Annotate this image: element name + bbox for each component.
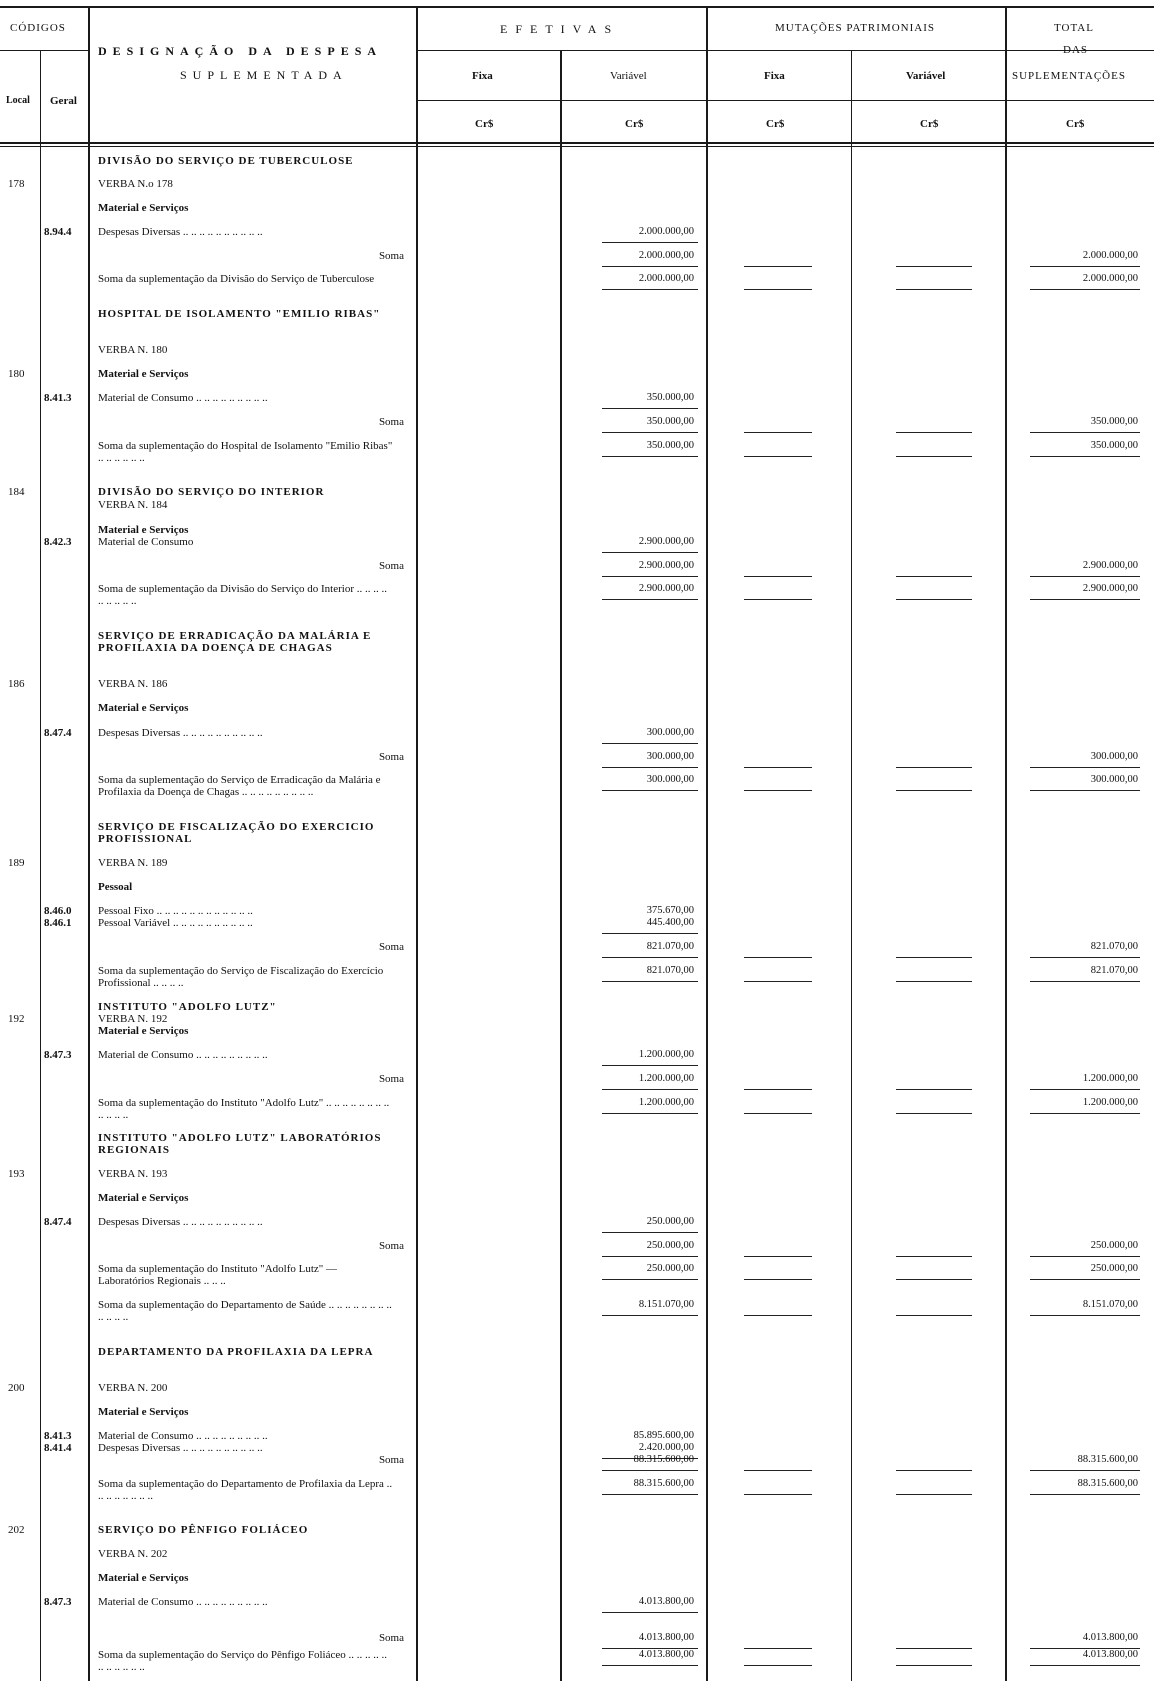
- row-total-value: 8.151.070,00: [1082, 1299, 1138, 1310]
- row-description: DEPARTAMENTO DA PROFILAXIA DA LEPRA: [98, 1346, 374, 1358]
- row-variavel-value: 300.000,00: [646, 727, 694, 738]
- row-variavel-value: 2.000.000,00: [638, 250, 694, 261]
- row-total-rule: [1030, 790, 1140, 791]
- row-mut-variavel-rule: [896, 576, 972, 577]
- row-total-value: 350.000,00: [1090, 416, 1138, 427]
- row-variavel-rule: [602, 1065, 698, 1066]
- row-description: VERBA N.o 178: [98, 178, 173, 190]
- row-total-rule: [1030, 1113, 1140, 1114]
- row-soma-label: Soma: [378, 416, 404, 428]
- row-variavel-rule: [602, 957, 698, 958]
- header-variavel-1: Variável: [610, 70, 647, 82]
- row-mut-fixa-rule: [744, 957, 812, 958]
- row-variavel-rule: [602, 576, 698, 577]
- row-total-rule: [1030, 1279, 1140, 1280]
- row-mut-variavel-rule: [896, 1648, 972, 1649]
- row-soma-label: Soma: [378, 751, 404, 763]
- row-mut-variavel-rule: [896, 266, 972, 267]
- row-total-rule: [1030, 576, 1140, 577]
- row-description: Material e Serviços: [98, 524, 189, 536]
- row-description: Pessoal Variável .. .. .. .. .. .. .. .. .. ..: [98, 917, 253, 929]
- row-mut-variavel-rule: [896, 1089, 972, 1090]
- header-currency-2: Cr$: [625, 118, 644, 130]
- row-description: VERBA N. 180: [98, 344, 168, 356]
- row-mut-fixa-rule: [744, 1089, 812, 1090]
- row-geral-code: 8.47.3: [44, 1049, 72, 1061]
- row-description: Material de Consumo .. .. .. .. .. .. .. .. ..: [98, 1049, 268, 1061]
- row-total-rule: [1030, 957, 1140, 958]
- row-geral-code: 8.41.3: [44, 1430, 72, 1442]
- row-soma-label: Soma: [378, 1454, 404, 1466]
- row-total-value: 88.315.600,00: [1077, 1478, 1138, 1489]
- row-description: VERBA N. 193: [98, 1168, 168, 1180]
- row-variavel-value: 350.000,00: [646, 392, 694, 403]
- row-total-rule: [1030, 266, 1140, 267]
- row-description: Material e Serviços: [98, 1025, 189, 1037]
- row-total-rule: [1030, 1665, 1140, 1666]
- row-description: Soma da suplementação do Serviço de Fiscalização do Exercício Profissional .. .. .. ..: [98, 965, 384, 989]
- row-total-value: 250.000,00: [1090, 1240, 1138, 1251]
- row-geral-code: 8.47.3: [44, 1596, 72, 1608]
- row-description: Material de Consumo .. .. .. .. .. .. .. .. ..: [98, 1596, 268, 1608]
- row-description: Soma da suplementação da Divisão do Serviço de Tuberculose: [98, 273, 375, 285]
- row-mut-variavel-rule: [896, 456, 972, 457]
- header-bottom-border: [0, 142, 1154, 144]
- row-mut-fixa-rule: [744, 599, 812, 600]
- row-variavel-value: 4.013.800,00: [638, 1596, 694, 1607]
- row-total-value: 821.070,00: [1090, 941, 1138, 952]
- row-local-code: 202: [8, 1524, 25, 1536]
- row-local-code: 200: [8, 1382, 25, 1394]
- row-geral-code: 8.94.4: [44, 226, 72, 238]
- header-currency-3: Cr$: [766, 118, 785, 130]
- row-description: DIVISÃO DO SERVIÇO DE TUBERCULOSE: [98, 155, 354, 167]
- row-variavel-value: 1.200.000,00: [638, 1097, 694, 1108]
- row-mut-variavel-rule: [896, 790, 972, 791]
- row-variavel-value: 445.400,00: [646, 917, 694, 928]
- row-total-value: 1.200.000,00: [1082, 1073, 1138, 1084]
- top-border: [0, 6, 1154, 8]
- row-description: Material e Serviços: [98, 1406, 189, 1418]
- row-description: Soma da suplementação do Hospital de Isolamento "Emilio Ribas" .. .. .. .. .. ..: [98, 440, 393, 464]
- row-variavel-rule: [602, 1089, 698, 1090]
- row-variavel-rule: [602, 1612, 698, 1613]
- row-variavel-rule: [602, 1232, 698, 1233]
- row-variavel-rule: [602, 1315, 698, 1316]
- header-efetivas: EFETIVAS: [500, 22, 620, 36]
- row-variavel-value: 2.900.000,00: [638, 560, 694, 571]
- row-description: Despesas Diversas .. .. .. .. .. .. .. .. .. ..: [98, 226, 263, 238]
- row-variavel-rule: [602, 767, 698, 768]
- row-variavel-rule: [602, 552, 698, 553]
- row-description: INSTITUTO "ADOLFO LUTZ" LABORATÓRIOS REGIONAIS: [98, 1132, 382, 1156]
- row-description: VERBA N. 184: [98, 499, 168, 511]
- row-mut-variavel-rule: [896, 1665, 972, 1666]
- header-designacao-2: SUPLEMENTADA: [180, 68, 348, 82]
- row-variavel-value: 8.151.070,00: [638, 1299, 694, 1310]
- row-variavel-rule: [602, 456, 698, 457]
- header-variavel-2: Variável: [906, 70, 946, 82]
- row-variavel-value: 2.420.000,00: [638, 1442, 694, 1453]
- row-variavel-rule: [602, 1256, 698, 1257]
- row-mut-variavel-rule: [896, 1113, 972, 1114]
- row-total-rule: [1030, 1089, 1140, 1090]
- header-currency-5: Cr$: [1066, 118, 1085, 130]
- row-mut-fixa-rule: [744, 1256, 812, 1257]
- row-description: HOSPITAL DE ISOLAMENTO "EMILIO RIBAS": [98, 308, 381, 320]
- row-mut-fixa-rule: [744, 1665, 812, 1666]
- row-description: Material e Serviços: [98, 1192, 189, 1204]
- header-fixa-2: Fixa: [764, 70, 785, 82]
- row-description: Material de Consumo .. .. .. .. .. .. .. .. ..: [98, 392, 268, 404]
- row-description: Soma da suplementação do Instituto "Adolfo Lutz" .. .. .. .. .. .. .. .. .. .. .. ..: [98, 1097, 390, 1121]
- header-geral: Geral: [50, 95, 77, 107]
- row-description: VERBA N. 192: [98, 1013, 168, 1025]
- row-variavel-value: 2.900.000,00: [638, 536, 694, 547]
- row-total-value: 300.000,00: [1090, 774, 1138, 785]
- row-description: Despesas Diversas .. .. .. .. .. .. .. .. .. ..: [98, 1216, 263, 1228]
- row-description: Material e Serviços: [98, 202, 189, 214]
- row-description: Soma da suplementação do Serviço de Erradicação da Malária e Profilaxia da Doença de Chagas .. .. .. .. .. .. .. .. ..: [98, 774, 381, 798]
- row-description: Material e Serviços: [98, 368, 189, 380]
- row-variavel-rule: [602, 242, 698, 243]
- row-soma-label: Soma: [378, 1632, 404, 1644]
- row-total-value: 250.000,00: [1090, 1263, 1138, 1274]
- row-variavel-rule: [602, 1279, 698, 1280]
- row-total-rule: [1030, 1315, 1140, 1316]
- row-mut-fixa-rule: [744, 1470, 812, 1471]
- row-description: Material de Consumo: [98, 536, 194, 548]
- row-variavel-value: 250.000,00: [646, 1263, 694, 1274]
- row-description: SERVIÇO DE ERRADICAÇÃO DA MALÁRIA E PROFILAXIA DA DOENÇA DE CHAGAS: [98, 630, 372, 654]
- row-mut-variavel-rule: [896, 1315, 972, 1316]
- row-total-value: 2.900.000,00: [1082, 583, 1138, 594]
- row-total-rule: [1030, 767, 1140, 768]
- row-mut-fixa-rule: [744, 576, 812, 577]
- row-description: Soma da suplementação do Departamento de Saúde .. .. .. .. .. .. .. .. .. .. .. ..: [98, 1299, 392, 1323]
- row-description: INSTITUTO "ADOLFO LUTZ": [98, 1001, 277, 1013]
- row-total-value: 1.200.000,00: [1082, 1097, 1138, 1108]
- row-variavel-value: 300.000,00: [646, 774, 694, 785]
- row-geral-code: 8.47.4: [44, 1216, 72, 1228]
- col-divider-mutacoes: [1005, 6, 1007, 1681]
- row-variavel-value: 821.070,00: [646, 965, 694, 976]
- row-total-rule: [1030, 1494, 1140, 1495]
- row-variavel-value: 350.000,00: [646, 440, 694, 451]
- row-variavel-value: 88.315.600,00: [633, 1478, 694, 1489]
- row-total-value: 2.000.000,00: [1082, 273, 1138, 284]
- row-mut-variavel-rule: [896, 981, 972, 982]
- row-total-value: 4.013.800,00: [1082, 1649, 1138, 1660]
- row-description: VERBA N. 186: [98, 678, 168, 690]
- row-soma-label: Soma: [378, 560, 404, 572]
- row-description: Material e Serviços: [98, 1572, 189, 1584]
- row-variavel-rule: [602, 981, 698, 982]
- row-total-value: 300.000,00: [1090, 751, 1138, 762]
- row-description: DIVISÃO DO SERVIÇO DO INTERIOR: [98, 486, 325, 498]
- row-variavel-value: 4.013.800,00: [638, 1632, 694, 1643]
- col-divider-efetivas: [706, 6, 708, 1681]
- row-mut-fixa-rule: [744, 1494, 812, 1495]
- row-description: Soma de suplementação da Divisão do Serviço do Interior .. .. .. .. .. .. .. .. ..: [98, 583, 387, 607]
- row-soma-label: Soma: [378, 1073, 404, 1085]
- row-geral-code: 8.46.0: [44, 905, 72, 917]
- row-variavel-value: 375.670,00: [646, 905, 694, 916]
- header-bottom-border-2: [0, 146, 1154, 147]
- row-variavel-value: 88.315.600,00: [633, 1454, 694, 1465]
- row-description: Soma da suplementação do Serviço do Pênfigo Foliáceo .. .. .. .. .. .. .. .. .. .. ..: [98, 1649, 387, 1673]
- row-total-rule: [1030, 599, 1140, 600]
- row-geral-code: 8.42.3: [44, 536, 72, 548]
- row-mut-variavel-rule: [896, 1279, 972, 1280]
- row-mut-fixa-rule: [744, 1113, 812, 1114]
- header-total-1: TOTAL: [1054, 22, 1094, 34]
- row-variavel-value: 85.895.600,00: [633, 1430, 694, 1441]
- row-variavel-value: 300.000,00: [646, 751, 694, 762]
- row-description: VERBA N. 189: [98, 857, 168, 869]
- row-variavel-rule: [602, 599, 698, 600]
- row-total-value: 2.900.000,00: [1082, 560, 1138, 571]
- row-variavel-rule: [602, 790, 698, 791]
- row-total-value: 2.000.000,00: [1082, 250, 1138, 261]
- row-mut-fixa-rule: [744, 767, 812, 768]
- row-total-rule: [1030, 432, 1140, 433]
- row-soma-label: Soma: [378, 941, 404, 953]
- row-variavel-rule: [602, 1470, 698, 1471]
- row-description: Soma da suplementação do Instituto "Adolfo Lutz" — Laboratórios Regionais .. .. ..: [98, 1263, 338, 1287]
- row-mut-variavel-rule: [896, 1470, 972, 1471]
- header-mutacoes: MUTAÇÕES PATRIMONIAIS: [775, 22, 935, 34]
- row-mut-fixa-rule: [744, 981, 812, 982]
- row-variavel-rule: [602, 1665, 698, 1666]
- row-variavel-value: 2.000.000,00: [638, 226, 694, 237]
- row-description: SERVIÇO DO PÊNFIGO FOLIÁCEO: [98, 1524, 309, 1536]
- row-mut-fixa-rule: [744, 289, 812, 290]
- header-total-2: DAS: [1063, 44, 1089, 56]
- row-variavel-rule: [602, 933, 698, 934]
- row-description: VERBA N. 200: [98, 1382, 168, 1394]
- row-mut-variavel-rule: [896, 289, 972, 290]
- row-local-code: 189: [8, 857, 25, 869]
- row-description: SERVIÇO DE FISCALIZAÇÃO DO EXERCICIO PROFISSIONAL: [98, 821, 375, 845]
- currency-line: [418, 100, 1154, 101]
- row-variavel-value: 2.000.000,00: [638, 273, 694, 284]
- row-geral-code: 8.41.3: [44, 392, 72, 404]
- row-mut-variavel-rule: [896, 599, 972, 600]
- row-description: Despesas Diversas .. .. .. .. .. .. .. .. .. ..: [98, 1442, 263, 1454]
- row-total-rule: [1030, 981, 1140, 982]
- row-description: Soma da suplementação do Departamento de Profilaxia da Lepra .. .. .. .. .. .. .. ..: [98, 1478, 393, 1502]
- header-codigos: CÓDIGOS: [10, 22, 66, 34]
- row-total-rule: [1030, 456, 1140, 457]
- col-divider-local: [40, 50, 41, 1681]
- row-mut-fixa-rule: [744, 432, 812, 433]
- row-mut-variavel-rule: [896, 432, 972, 433]
- row-local-code: 184: [8, 486, 25, 498]
- row-variavel-value: 1.200.000,00: [638, 1073, 694, 1084]
- row-mut-fixa-rule: [744, 1315, 812, 1316]
- codes-subheader-line: [0, 50, 88, 51]
- header-local: Local: [6, 95, 30, 106]
- row-description: Despesas Diversas .. .. .. .. .. .. .. .. .. ..: [98, 727, 263, 739]
- header-designacao-1: DESIGNAÇÃO DA DESPESA: [98, 44, 383, 58]
- row-variavel-rule: [602, 432, 698, 433]
- col-divider-fixa: [560, 50, 562, 1681]
- row-mut-fixa-rule: [744, 456, 812, 457]
- row-total-rule: [1030, 289, 1140, 290]
- row-soma-label: Soma: [378, 250, 404, 262]
- row-local-code: 192: [8, 1013, 25, 1025]
- row-soma-label: Soma: [378, 1240, 404, 1252]
- row-variavel-value: 350.000,00: [646, 416, 694, 427]
- row-variavel-rule: [602, 1113, 698, 1114]
- row-mut-fixa-rule: [744, 266, 812, 267]
- row-variavel-value: 4.013.800,00: [638, 1649, 694, 1660]
- row-variavel-rule: [602, 743, 698, 744]
- row-variavel-value: 1.200.000,00: [638, 1049, 694, 1060]
- row-mut-fixa-rule: [744, 1279, 812, 1280]
- row-description: Material e Serviços: [98, 702, 189, 714]
- row-mut-variavel-rule: [896, 1494, 972, 1495]
- row-local-code: 193: [8, 1168, 25, 1180]
- row-total-rule: [1030, 1256, 1140, 1257]
- row-total-value: 821.070,00: [1090, 965, 1138, 976]
- header-currency-4: Cr$: [920, 118, 939, 130]
- row-variavel-value: 250.000,00: [646, 1216, 694, 1227]
- row-geral-code: 8.46.1: [44, 917, 72, 929]
- header-total-3: SUPLEMENTAÇÕES: [1012, 70, 1126, 82]
- row-mut-variavel-rule: [896, 957, 972, 958]
- row-description: Material de Consumo .. .. .. .. .. .. .. .. ..: [98, 1430, 268, 1442]
- row-variavel-rule: [602, 1494, 698, 1495]
- row-local-code: 186: [8, 678, 25, 690]
- row-variavel-rule: [602, 266, 698, 267]
- row-geral-code: 8.47.4: [44, 727, 72, 739]
- row-local-code: 180: [8, 368, 25, 380]
- col-divider-codes: [88, 6, 90, 1681]
- row-description: Pessoal Fixo .. .. .. .. .. .. .. .. .. .. .. ..: [98, 905, 253, 917]
- row-geral-code: 8.41.4: [44, 1442, 72, 1454]
- row-variavel-rule: [602, 289, 698, 290]
- row-mut-variavel-rule: [896, 1256, 972, 1257]
- row-variavel-value: 821.070,00: [646, 941, 694, 952]
- row-total-value: 4.013.800,00: [1082, 1632, 1138, 1643]
- row-variavel-value: 250.000,00: [646, 1240, 694, 1251]
- col-divider-mut-fixa: [851, 50, 852, 1681]
- row-variavel-rule: [602, 408, 698, 409]
- row-total-rule: [1030, 1470, 1140, 1471]
- header-fixa-1: Fixa: [472, 70, 493, 82]
- row-mut-fixa-rule: [744, 1648, 812, 1649]
- row-description: VERBA N. 202: [98, 1548, 168, 1560]
- row-description: Pessoal: [98, 881, 133, 893]
- row-local-code: 178: [8, 178, 25, 190]
- columns-subheader-line: [418, 50, 1154, 51]
- row-total-value: 88.315.600,00: [1077, 1454, 1138, 1465]
- col-divider-desc: [416, 6, 418, 1681]
- row-mut-variavel-rule: [896, 767, 972, 768]
- row-variavel-value: 2.900.000,00: [638, 583, 694, 594]
- header-currency-1: Cr$: [475, 118, 494, 130]
- row-total-value: 350.000,00: [1090, 440, 1138, 451]
- row-mut-fixa-rule: [744, 790, 812, 791]
